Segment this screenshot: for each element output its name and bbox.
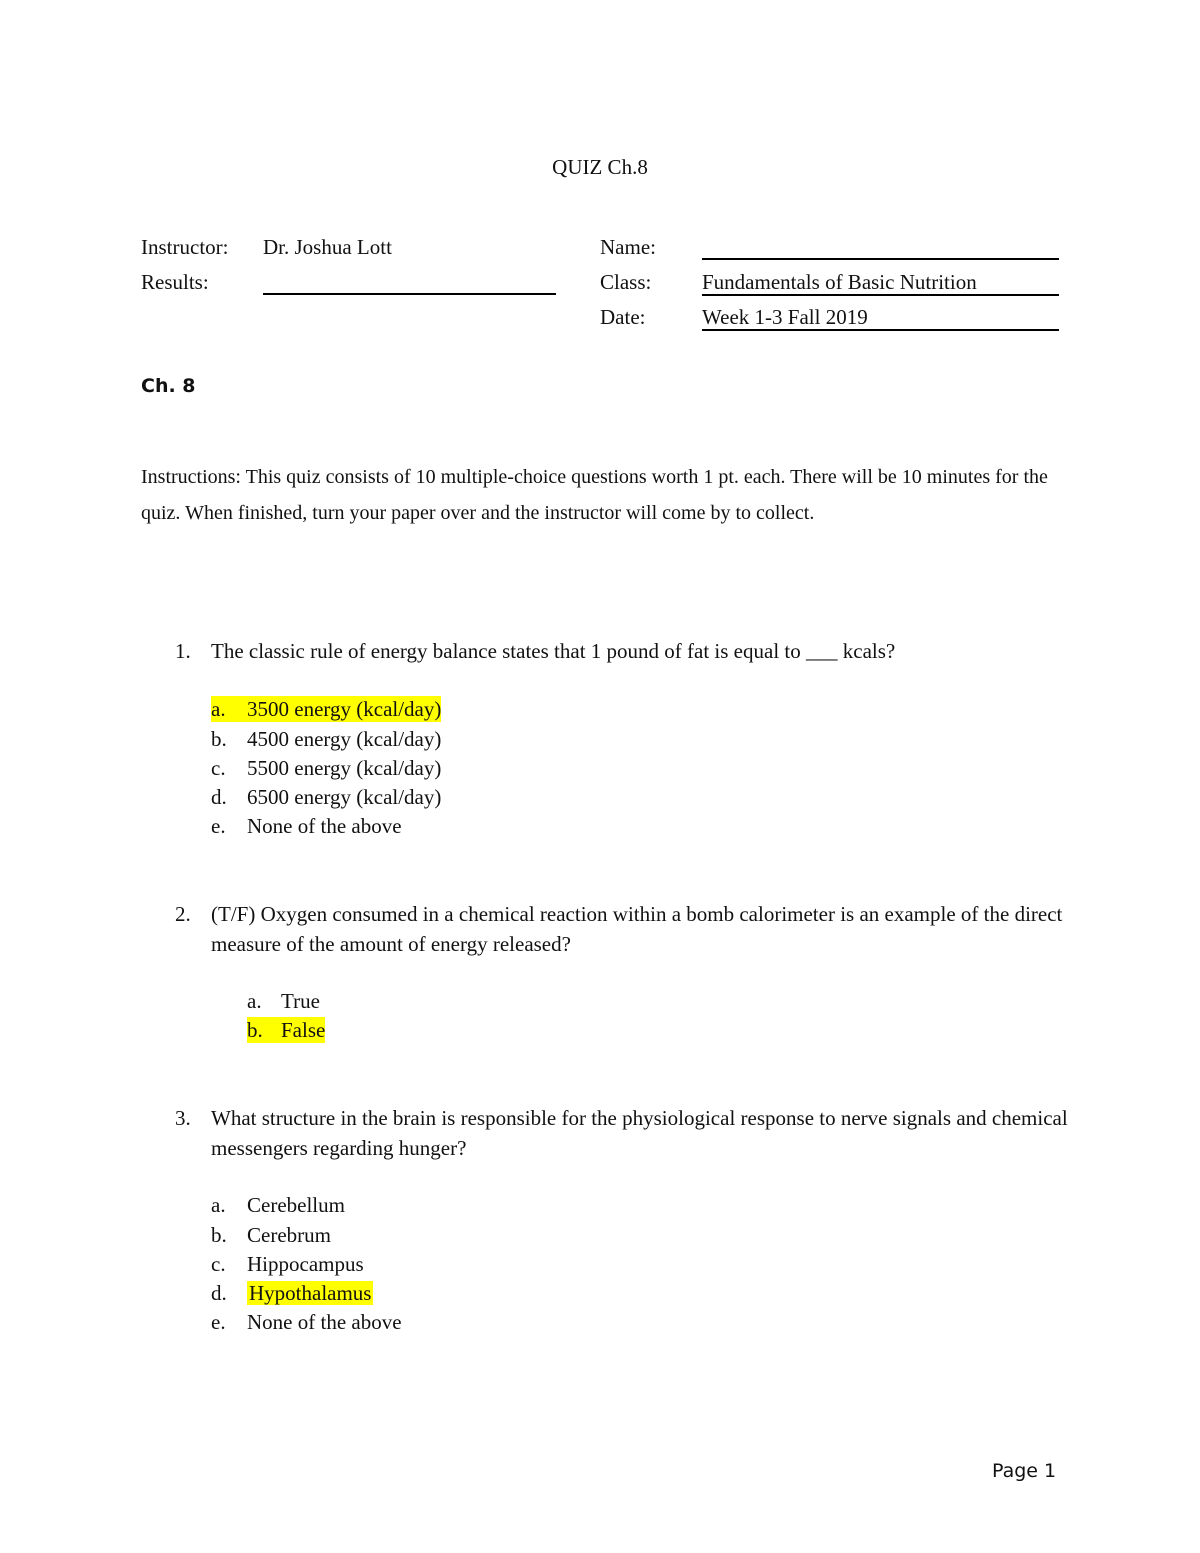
question-number: 2. [175,902,191,926]
instructor-value: Dr. Joshua Lott [263,235,392,259]
name-field[interactable] [702,258,1059,260]
page-number: Page 1 [992,1460,1057,1482]
option-1b[interactable]: b. 4500 energy (kcal/day) [211,727,442,751]
question-number: 3. [175,1106,191,1130]
page-title: QUIZ Ch.8 [552,155,648,179]
option-1c[interactable]: c. 5500 energy (kcal/day) [211,756,442,780]
option-3b[interactable]: b. Cerebrum [211,1223,331,1247]
option-3d[interactable]: d. Hypothalamus [211,1281,372,1305]
option-3c[interactable]: c. Hippocampus [211,1252,364,1276]
question-3 [175,1103,1075,1163]
option-1e[interactable]: e. None of the above [211,814,402,838]
instructor-label: Instructor: [141,235,229,259]
class-value: Fundamentals of Basic Nutrition [702,270,977,294]
question-text: What structure in the brain is responsible for the physiological response to nerve signals and chemical messengers regarding hunger? [211,1106,1068,1160]
option-2b[interactable]: b. False [247,1018,326,1042]
option-3a[interactable]: a. Cerebellum [211,1193,345,1217]
question-number: 1. [175,639,191,663]
date-value: Week 1-3 Fall 2019 [702,305,868,329]
option-2a[interactable]: a. True [247,989,320,1013]
option-1a[interactable]: a. 3500 energy (kcal/day) [211,697,442,721]
name-label: Name: [600,235,656,259]
option-3e[interactable]: e. None of the above [211,1310,402,1334]
section-heading: Ch. 8 [141,375,196,397]
option-1d[interactable]: d. 6500 energy (kcal/day) [211,785,442,809]
date-field[interactable] [702,305,1059,331]
date-label: Date: [600,305,646,329]
results-field[interactable] [263,293,556,295]
question-text: The classic rule of energy balance states that 1 pound of fat is equal to ___ kcals? [211,639,896,663]
class-label: Class: [600,270,652,294]
question-2 [175,899,1075,959]
class-field[interactable] [702,270,1059,296]
results-label: Results: [141,270,209,294]
instructions-paragraph: Instructions: This quiz consists of 10 multiple-choice questions worth 1 pt. each. There will be 10 minutes for the quiz. When finished, turn your paper over and the instructor will come by to collect. [141,466,1048,524]
question-text: (T/F) Oxygen consumed in a chemical reaction within a bomb calorimeter is an example of the direct measure of the amount of energy released? [211,902,1063,956]
question-1 [175,636,1075,666]
